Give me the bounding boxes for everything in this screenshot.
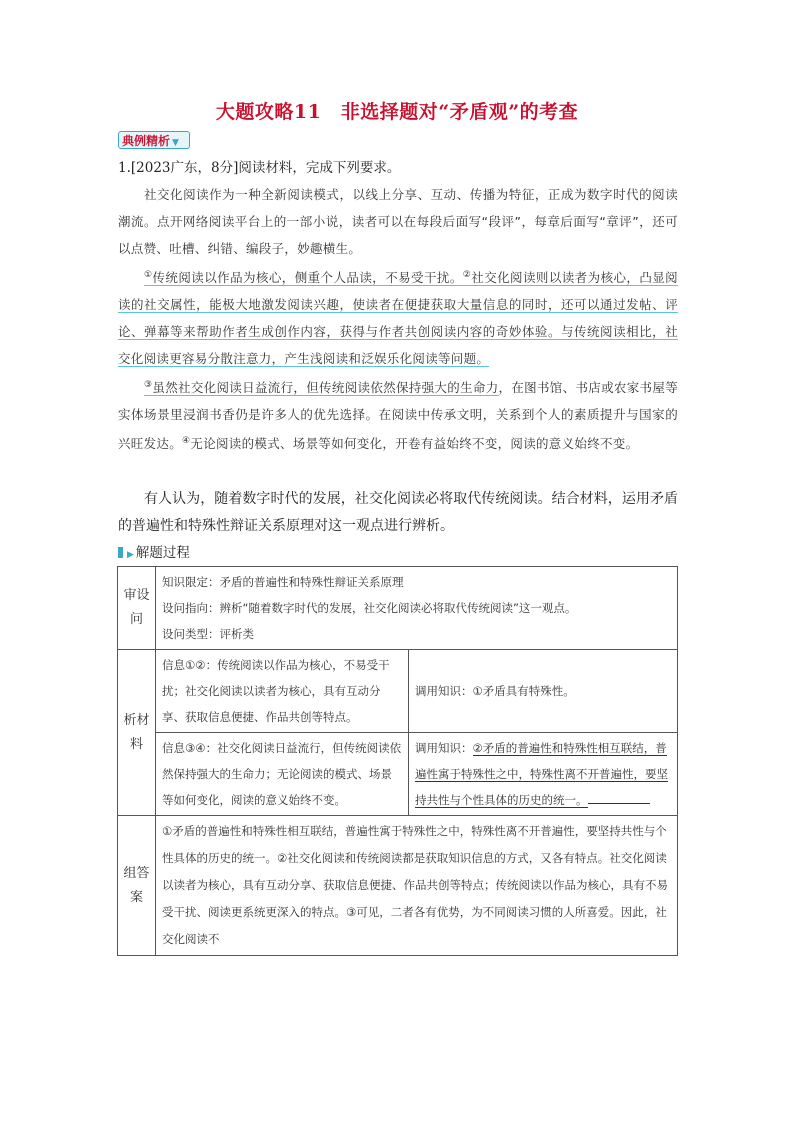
sentence: 无论阅读的模式、场景等如何变化，开卷有益始终不变，阅读的意义始终不变。 <box>190 436 639 452</box>
section-tag-label: 典例精析 <box>122 134 171 148</box>
analysis-line: 设问类型：评析类 <box>162 627 254 641</box>
triangle-icon: ▶ <box>127 550 134 560</box>
question-analysis-cell <box>156 567 678 650</box>
knowledge-prefix: 调用知识： <box>415 741 473 755</box>
answer-cell: ①矛盾的普遍性和特殊性相互联结，普遍性寓于特殊性之中，特殊性离不开普遍性，要坚持共性与个性具体的历史的统一。②社交化阅读和传统阅读都是获取知识信息的方式，又各有特点。社交化阅读以读者为核心，具有互动分享、获取信息便捷、作品共创等特点；传统阅读以作品为核心，具有不易受干扰、阅读更系统更深入的特点。③可见，二者各有优势，为不同阅读习惯的人所喜爱。因此，社交化阅读不 <box>156 816 678 956</box>
analysis-line: 设问指向：辨析“随着数字时代的发展，社交化阅读必将取代传统阅读”这一观点。 <box>162 601 577 615</box>
marker-3: ③ <box>144 380 153 391</box>
table-row <box>118 816 678 956</box>
material-passage <box>118 181 678 457</box>
marker-1: ① <box>144 270 153 280</box>
process-heading <box>118 541 190 561</box>
sentence: 社交化阅读则以读者为核心，凸显阅读的社交属性，能极大地激发阅读兴趣，使读者在便捷获取大量信息的同时，还可以通过发帖、评论、弹幕等来帮助作者生成创作内容，获得与作者共创阅读内容的奇妙体验。 <box>118 270 678 340</box>
analysis-line: 知识限定：矛盾的普遍性和特殊性辩证关系原理 <box>162 575 404 589</box>
table-row <box>118 567 678 650</box>
bar-icon <box>118 547 123 558</box>
passage-paragraph-3 <box>118 372 678 457</box>
passage-paragraph-2 <box>118 262 678 372</box>
question-prompt: 有人认为，随着数字时代的发展，社交化阅读必将取代传统阅读。结合材料，运用矛盾的普遍性和特殊性辩证关系原理对这一观点进行辨析。 <box>118 491 678 534</box>
marker-2: ② <box>462 270 472 280</box>
underlined-span <box>144 380 499 396</box>
table-row <box>118 650 678 733</box>
passage-paragraph-1: 社交化阅读作为一种全新阅读模式，以线上分享、互动、传播为特征，正成为数字时代的阅读潮流。点开网络阅读平台上的一部小说，读者可以在每段后面写“段评”，每章后面写“章评”，还可以点赞、吐槽、纠错、编段子，妙趣横生。 <box>118 187 678 256</box>
blank-line <box>588 803 650 804</box>
row-label-question: 审设问 <box>118 567 156 650</box>
solution-table <box>117 566 678 956</box>
sentence: 传统阅读以作品为核心，侧重个人品读，不易受干扰。 <box>152 270 463 286</box>
sentence: 与传统阅读相比，社交化阅读更容易分散注意力，产生浅阅读和泛娱乐化阅读等问题。 <box>118 324 678 367</box>
info-cell-1: 信息①②：传统阅读以作品为核心，不易受干扰；社交化阅读以读者为核心，具有互动分享、获取信息便捷、作品共创等特点。 <box>156 650 409 733</box>
underlined-span <box>118 270 678 367</box>
row-label-material: 析材料 <box>118 650 156 816</box>
knowledge-cell-2 <box>409 733 678 816</box>
chevron-down-icon: ▼ <box>172 138 179 148</box>
section-tag <box>118 131 190 149</box>
question-heading: 1.[2023广东，8分]阅读材料，完成下列要求。 <box>118 160 401 176</box>
info-cell-2: 信息③④：社交化阅读日益流行，但传统阅读依然保持强大的生命力；无论阅读的模式、场景等如何变化，阅读的意义始终不变。 <box>156 733 409 816</box>
table-row <box>118 733 678 816</box>
marker-4: ④ <box>182 436 191 447</box>
page-title: 大题攻略11 非选择题对“矛盾观”的考查 <box>215 101 579 123</box>
row-label-answer: 组答案 <box>118 816 156 956</box>
knowledge-cell-1: 调用知识：①矛盾具有特殊性。 <box>409 650 678 733</box>
knowledge-body: ②矛盾的普遍性和特殊性相互联结，普遍性寓于特殊性之中，特殊性离不开普遍性，要坚持共性与个性具体的历史的统一。 <box>415 741 668 807</box>
sentence: ，在图书馆、书店或农家书屋等实体场景里浸润书香仍是许多人的优先选择。在阅读中传承文明，关系到个人的素质提升与国家的兴旺发达。 <box>118 380 678 452</box>
sentence: 虽然社交化阅读日益流行，但传统阅读依然保持强大的生命力 <box>152 380 499 396</box>
process-label: 解题过程 <box>135 545 190 561</box>
